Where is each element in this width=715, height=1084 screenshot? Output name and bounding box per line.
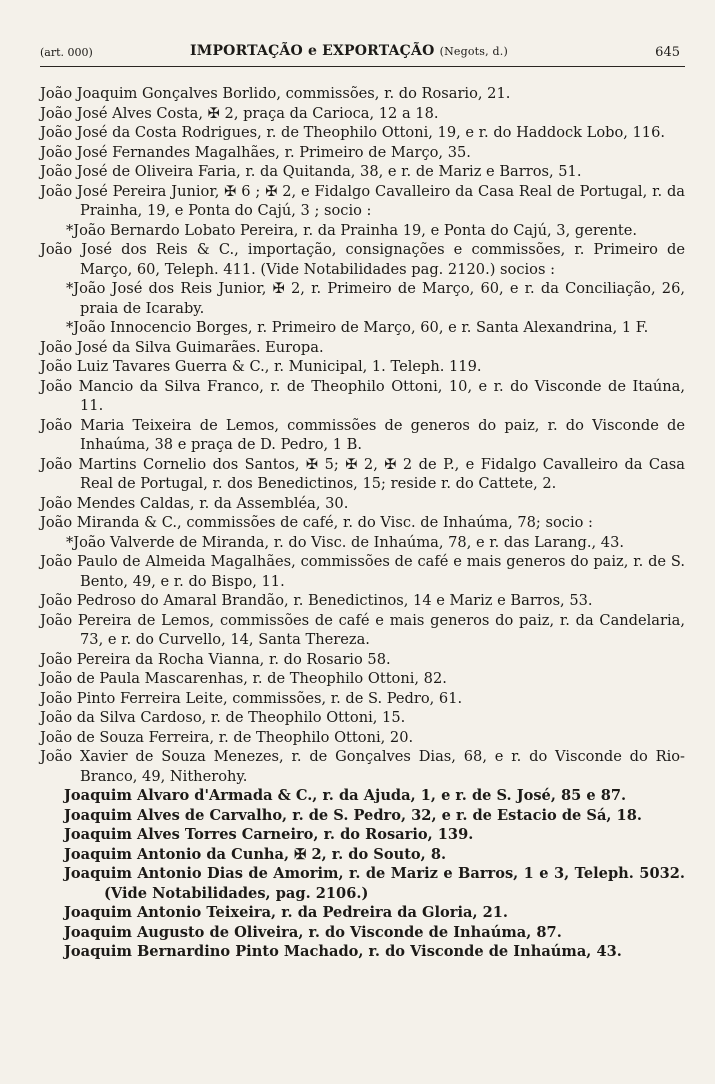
entry: Joaquim Alves Torres Carneiro, r. do Rosario, 139. <box>64 826 474 843</box>
header-title: IMPORTAÇÃO e EXPORTAÇÃO <box>190 43 435 59</box>
entry: Joaquim Antonio da Cunha, ✠ 2, r. do Souto, 8. <box>64 845 447 863</box>
entry: João Pinto Ferreira Leite, commissões, r. de S. Pedro, 61. <box>40 689 463 707</box>
entry: João Pereira de Lemos, commissões de café e mais generos do paiz, r. da Candelaria, 73, e r. do Curvello, 14, Santa Thereza. <box>40 611 685 648</box>
header-subtitle: (Negots, d.) <box>439 45 508 58</box>
entry: Joaquim Bernardino Pinto Machado, r. do Visconde de Inhaúma, 43. <box>64 943 622 960</box>
entry: João de Souza Ferreira, r. de Theophilo Ottoni, 20. <box>40 728 414 746</box>
header-rule <box>40 66 685 67</box>
entry: João de Paula Mascarenhas, r. de Theophilo Ottoni, 82. <box>40 670 447 687</box>
entry: João da Silva Cardoso, r. de Theophilo Ottoni, 15. <box>40 709 406 726</box>
header-title-wrap <box>190 43 508 59</box>
entry: João Mendes Caldas, r. da Assembléa, 30. <box>40 494 349 512</box>
entry-partner: *João Bernardo Lobato Pereira, r. da Prainha 19, e Ponta do Cajú, 3, gerente. <box>66 221 637 239</box>
entry: João José Pereira Junior, ✠ 6 ; ✠ 2, e Fidalgo Cavalleiro da Casa Real de Portugal, r. da Prainha, 19, e Ponta do Cajú, 3 ; socio : <box>40 182 685 219</box>
entry: Joaquim Antonio Dias de Amorim, r. de Mariz e Barros, 1 e 3, Teleph. 5032. (Vide Notabilidades, pag. 2106.) <box>64 865 685 902</box>
joaquim-block <box>40 786 685 962</box>
entry: João José Alves Costa, ✠ 2, praça da Carioca, 12 a 18. <box>40 104 439 122</box>
entry: João José da Silva Guimarães. Europa. <box>40 338 324 356</box>
entry-partner: *João José dos Reis Junior, ✠ 2, r. Primeiro de Março, 60, e r. da Conciliação, 26, praia de Icaraby. <box>66 280 685 317</box>
entry: João José de Oliveira Faria, r. da Quitanda, 38, e r. de Mariz e Barros, 51. <box>40 163 582 180</box>
entry: João Mancio da Silva Franco, r. de Theophilo Ottoni, 10, e r. do Visconde de Itaúna, 11. <box>40 377 685 414</box>
entry: Joaquim Alves de Carvalho, r. de S. Pedro, 32, e r. de Estacio de Sá, 18. <box>64 806 642 824</box>
entry: João José dos Reis & C., importação, consignações e commissões, r. Primeiro de Março, 60, Teleph. 411. (Vide Notabilidades pag. 2120.) socios : <box>40 241 685 278</box>
entry: Joaquim Alvaro d'Armada & C., r. da Ajuda, 1, e r. de S. José, 85 e 87. <box>64 787 627 804</box>
entry-partner: *João Valverde de Miranda, r. do Visc. de Inhaúma, 78, e r. das Larang., 43. <box>66 533 625 551</box>
entry: João Pedroso do Amaral Brandão, r. Benedictinos, 14 e Mariz e Barros, 53. <box>40 592 593 609</box>
entry: João Martins Cornelio dos Santos, ✠ 5; ✠ 2, ✠ 2 de P., e Fidalgo Cavalleiro da Casa Real de Portugal, r. dos Benedictinos, 15; reside r. do Cattete, 2. <box>40 455 685 492</box>
entry: João Miranda & C., commissões de café, r. do Visc. de Inhaúma, 78; socio : <box>40 514 593 531</box>
entry-list <box>40 84 685 962</box>
header-article: (art. 000) <box>40 46 93 59</box>
entry: João Paulo de Almeida Magalhães, commissões de café e mais generos do paiz, r. de S. Bento, 49, e r. do Bispo, 11. <box>40 553 685 590</box>
entry: Joaquim Augusto de Oliveira, r. do Visconde de Inhaúma, 87. <box>64 923 562 941</box>
entry: João Pereira da Rocha Vianna, r. do Rosario 58. <box>40 650 391 668</box>
entry: Joaquim Antonio Teixeira, r. da Pedreira da Gloria, 21. <box>64 904 508 921</box>
entry: João José da Costa Rodrigues, r. de Theophilo Ottoni, 19, e r. do Haddock Lobo, 116. <box>40 124 666 141</box>
page-number: 645 <box>655 45 680 60</box>
entry: João Maria Teixeira de Lemos, commissões de generos do paiz, r. do Visconde de Inhaúma, 38 e praça de D. Pedro, 1 B. <box>40 416 685 453</box>
entry: João Luiz Tavares Guerra & C., r. Municipal, 1. Teleph. 119. <box>40 358 482 375</box>
page-header <box>40 42 680 64</box>
entry: João José Fernandes Magalhães, r. Primeiro de Março, 35. <box>40 143 471 161</box>
entry-partner: *João Innocencio Borges, r. Primeiro de Março, 60, e r. Santa Alexandrina, 1 F. <box>66 319 649 336</box>
entry: João Xavier de Souza Menezes, r. de Gonçalves Dias, 68, e r. do Visconde do Rio-Branco, 49, Nitherohy. <box>40 748 685 785</box>
entry: João Joaquim Gonçalves Borlido, commissões, r. do Rosario, 21. <box>40 85 511 102</box>
